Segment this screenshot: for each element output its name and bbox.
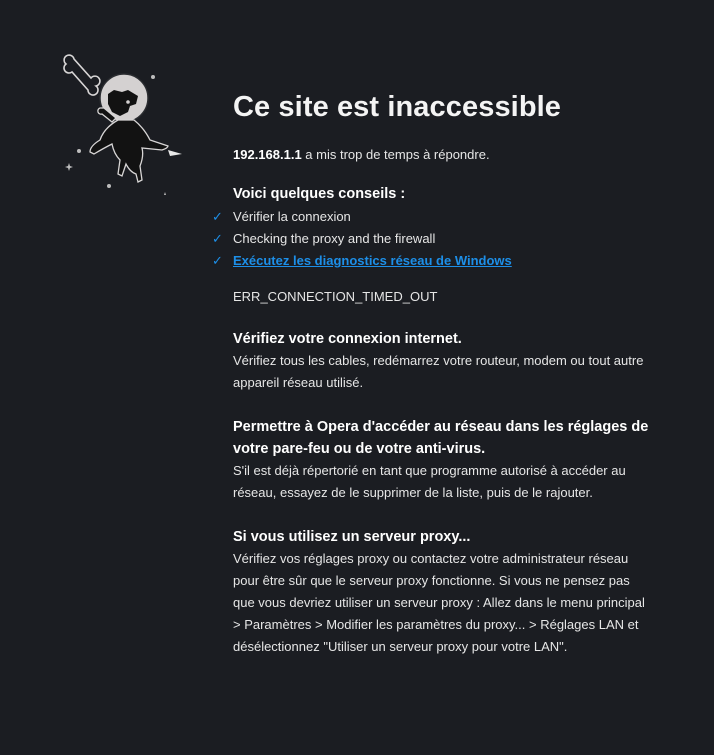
tip-item [212, 206, 653, 228]
section-body: Vérifiez vos réglages proxy ou contactez votre administrateur réseau pour être sûr que le serveur proxy fonctionne. Si vous ne pensez pas que vous devriez utiliser un serveur proxy : Allez dans le menu principal > Paramètres > Modifier les paramètres du proxy... > Réglages LAN et désélectionnez "Utiliser un serveur proxy pour votre LAN". [233, 551, 645, 654]
host-address: 192.168.1.1 [233, 147, 302, 162]
tips-list [212, 206, 653, 272]
section-heading: Vérifiez votre connexion internet. [233, 331, 462, 347]
page-title: Ce site est inaccessible [233, 91, 562, 123]
section-check-connection [233, 328, 653, 394]
tips-title: Voici quelques conseils : [233, 186, 406, 202]
host-message [233, 146, 653, 164]
tip-item [212, 250, 653, 272]
section-heading: Permettre à Opera d'accéder au réseau dans les réglages de votre pare-feu ou de votre anti-virus. [233, 419, 649, 457]
host-message-text: a mis trop de temps à répondre. [301, 147, 490, 162]
section-body: Vérifiez tous les cables, redémarrez votre routeur, modem ou tout autre appareil réseau utilisé. [233, 353, 644, 390]
windows-diagnostics-link[interactable]: Exécutez les diagnostics réseau de Windows [233, 253, 512, 268]
astronaut-dog-icon [56, 50, 186, 195]
section-proxy [233, 526, 653, 658]
astronaut-dog-illustration [56, 50, 186, 195]
error-code: ERR_CONNECTION_TIMED_OUT [233, 289, 438, 304]
section-body: S'il est déjà répertorié en tant que programme autorisé à accéder au réseau, essayez de le supprimer de la liste, puis de le rajouter. [233, 463, 626, 500]
error-content [212, 88, 653, 658]
check-icon: ✓ [212, 253, 223, 268]
check-icon: ✓ [212, 231, 223, 246]
section-firewall [233, 416, 653, 504]
tip-label: Checking the proxy and the firewall [233, 231, 436, 246]
tip-label: Vérifier la connexion [233, 209, 351, 224]
tip-item [212, 228, 653, 250]
section-heading: Si vous utilisez un serveur proxy... [233, 529, 471, 545]
check-icon: ✓ [212, 209, 223, 224]
